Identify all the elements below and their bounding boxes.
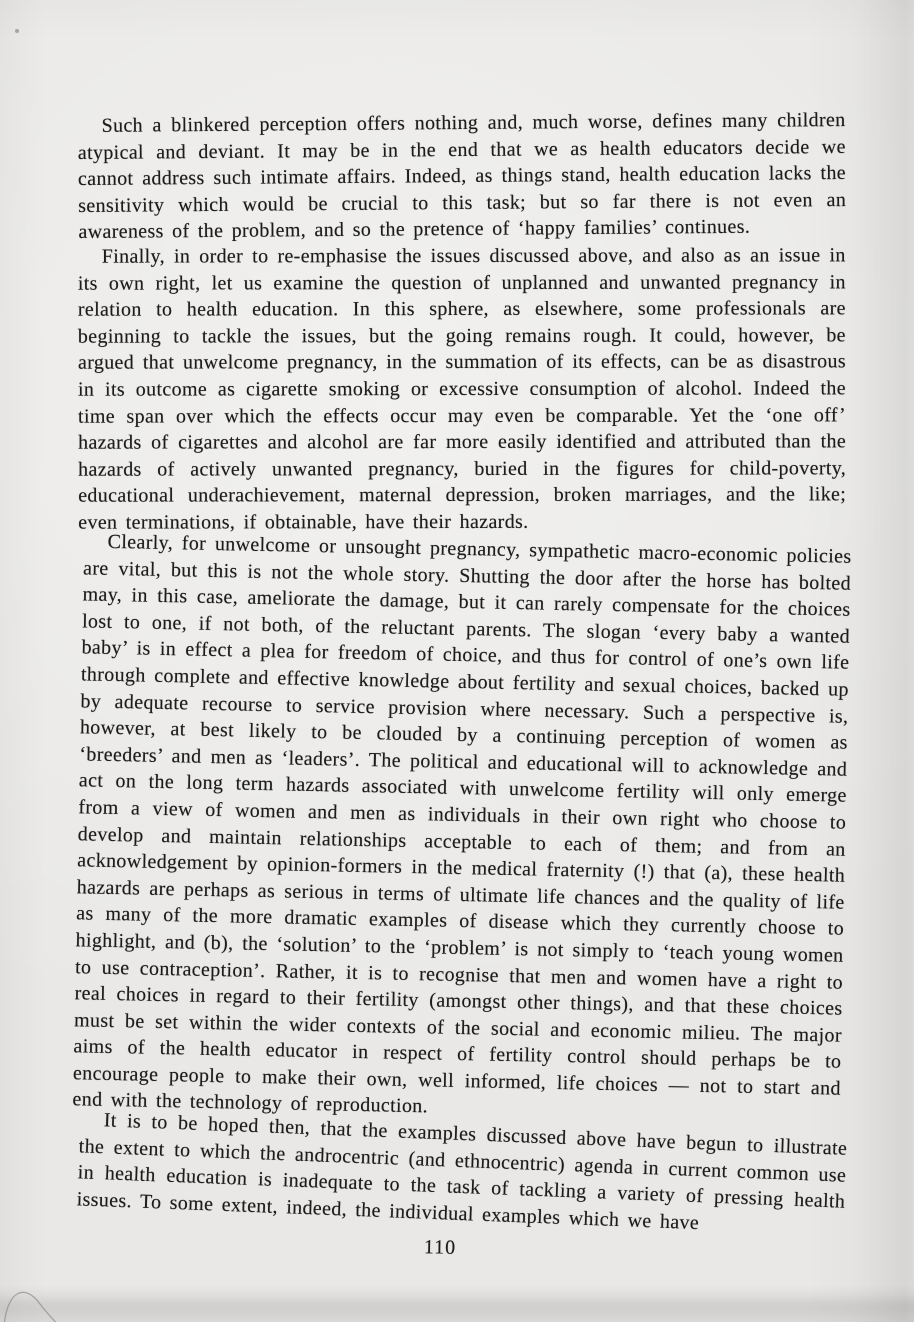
- dust-speck-artifact: [15, 29, 19, 33]
- paragraph-hoped-then: It is to be hoped then, that the examples discussed above have begun to illustrate the extent to which the androcentric (and ethnocentric) agenda in current common use in health education is inadequate to the task of tackling a variety of pressing health issues. To some extent, indeed, the individual examples which we have: [76, 1108, 848, 1234]
- paragraph-macro-economic-policies: Clearly, for unwelcome or unsought pregnancy, sympathetic macro-economic policies are vital, but this is not the whole story. Shutting the door after the horse has bolted may, in this case, ameliorate the damage, but it can rarely compensate for the choices lost to one, if not both, of the reluctant parents. The slogan ‘every baby a wanted baby’ is in effect a plea for freedom of choice, and thus for control of one’s own life through complete and effective knowledge about fertility and sexual choices, backed up by adequate recourse to service provision where necessary. Such a perspective is, however, at best likely to be clouded by a continuing perception of women as ‘breeders’ and men as ‘leaders’. The political and educational will to acknowledge and act on the long term hazards associated with unwelcome fertility will only emerge from a view of women and men as individuals in their own right who choose to develop and maintain relationships acceptable to each of them; and from an acknowledgement by opinion-formers in the medical fraternity (!) that (a), these health hazards are perhaps as serious in terms of ultimate life chances and the quality of life as many of the more dramatic examples of disease which they currently choose to highlight, and (b), the ‘solution’ to the ‘problem’ is not simply to ‘teach young women to use contraception’. Rather, it is to recognise that men and women have a right to real choices in regard to their fertility (amongst other things), and that these choices must be set within the wider contexts of the social and economic milieu. The major aims of the health educator in respect of fertility control should perhaps be to encourage people to make their own, well informed, life choices — not to start and end with the technology of reproduction.: [72, 530, 852, 1118]
- fiber-artifact: [0, 1280, 70, 1322]
- paragraph-unplanned-pregnancy: Finally, in order to re-emphasise the issues discussed above, and also as an issue in its own right, let us examine the question of unplanned and unwanted pregnancy in relation to health education. In this sphere, as elsewhere, some professionals are beginning to tackle the issues, but the going remains rough. It could, however, be argued that unwelcome pregnancy, in the summation of its effects, can be as disastrous in its outcome as cigarette smoking or excessive consumption of alcohol. Indeed the time span over which the effects occur may even be comparable. Yet the ‘one off’ hazards of cigarettes and alcohol are far more easily identified and attributed than the hazards of actively unwanted pregnancy, buried in the figures for child-poverty, educational underachievement, maternal depression, broken marriages, and the like; even terminations, if obtainable, have their hazards.: [77, 244, 847, 534]
- page-number: 110: [423, 1236, 457, 1259]
- text-column: [72, 108, 852, 1262]
- bottom-edge-shadow: [0, 1294, 914, 1322]
- right-edge-shadow: [854, 0, 914, 1322]
- paragraph-blinkered-perception: Such a blinkered perception offers nothing and, much worse, defines many children atypical and deviant. It may be in the end that we as health educators decide we cannot address such intimate affairs. Indeed, as things stand, health education lacks the sensitivity which would be crucial to this task; but so far there is not even an awareness of the problem, and so the pretence of ‘happy families’ continues.: [77, 108, 847, 244]
